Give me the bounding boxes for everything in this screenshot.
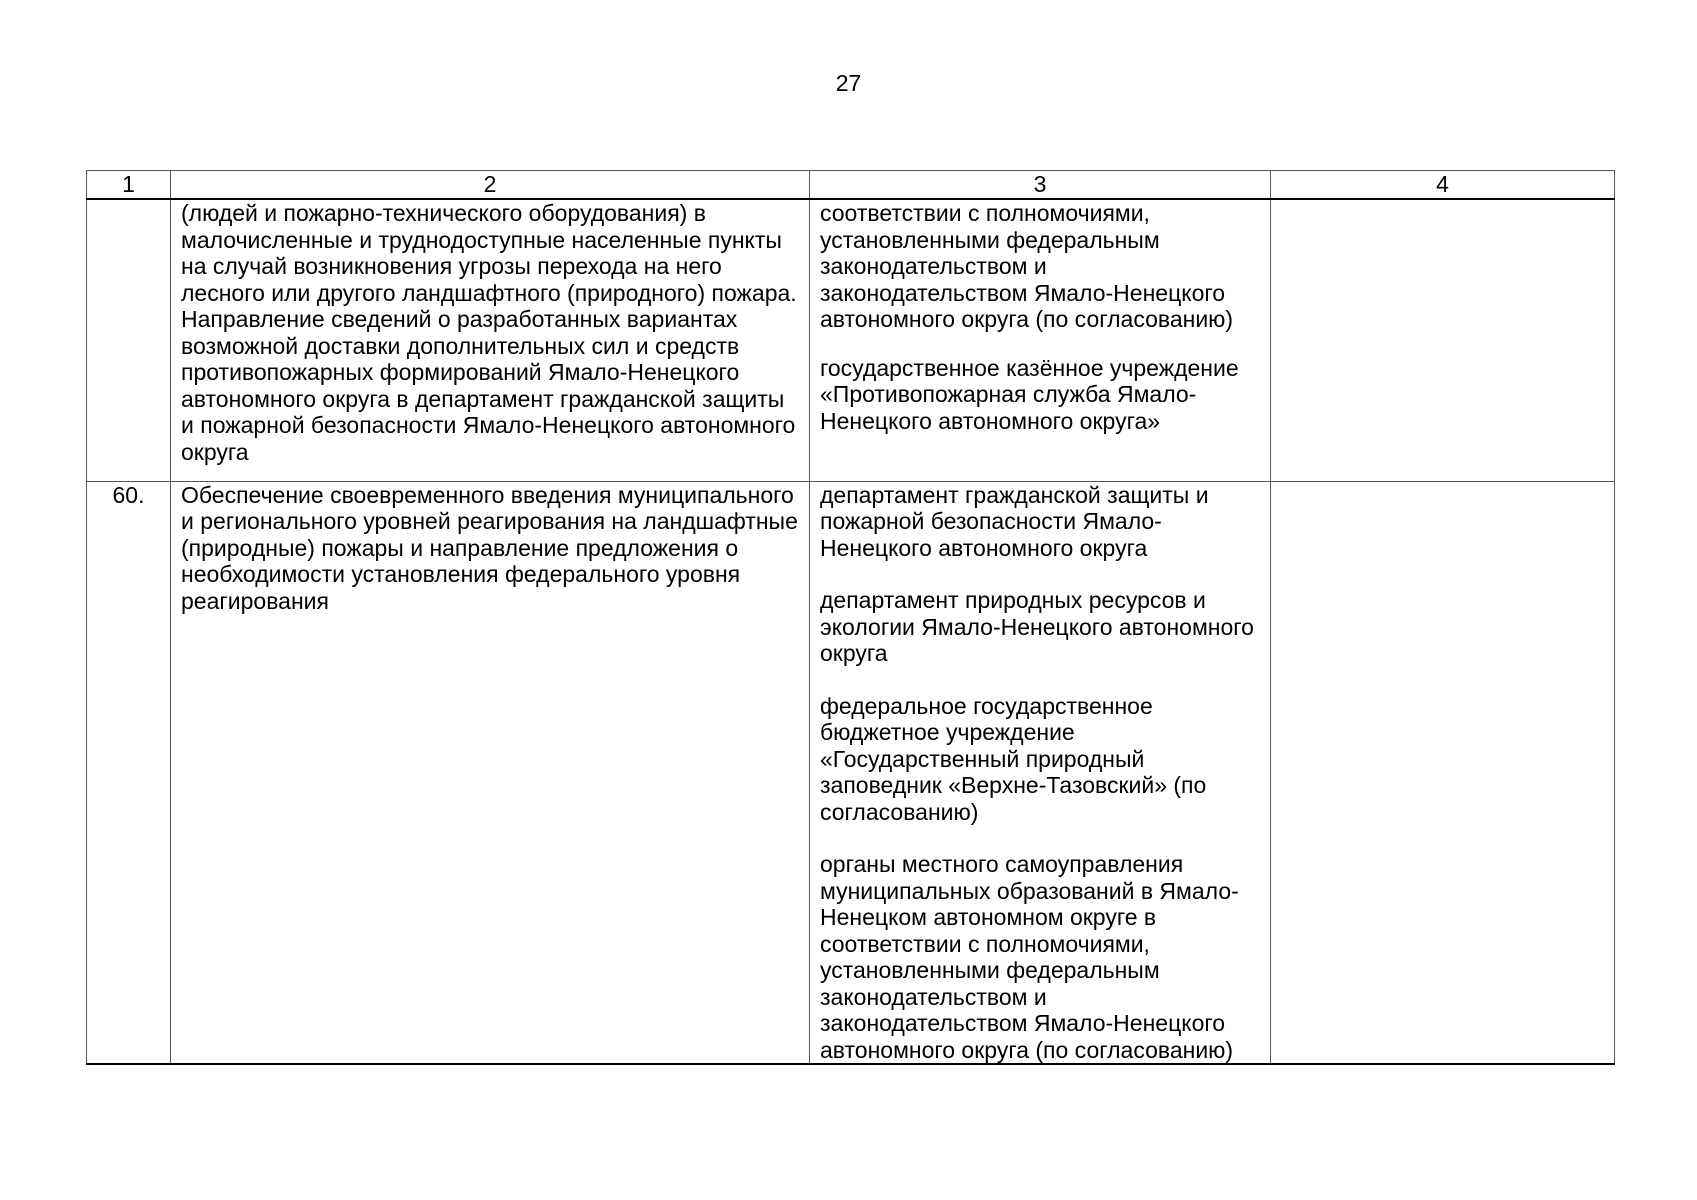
measure-cell: (людей и пожарно-технического оборудования) в малочисленные и труднодоступные населенные пункты на случай возникновения угрозы перехода на него лесного или другого ландшафтного (природного) пожара. Направление сведений о разработанных вариантах возможной доставки дополнительных сил и средств противопожарных формирований Ямало-Ненецкого автономного округа в департамент гражданской защиты и пожарной безопасности Ямало-Ненецкого автономного округа: [171, 199, 810, 481]
deadline-cell: [1271, 199, 1615, 481]
executor-text: государственное казённое учреждение «Противопожарная служба Ямало-Ненецкого автономного округа»: [820, 354, 1239, 434]
executors-cell: [810, 481, 1271, 1064]
column-header-number: 1: [87, 171, 171, 200]
row-number-cell: 60.: [87, 481, 171, 1064]
executor-text: соответствии с полномочиями, установленными федеральным законодательством и законодательством Ямало-Ненецкого автономного округа (по согласованию): [820, 200, 1234, 332]
executor-text: федеральное государственное бюджетное учреждение «Государственный природный заповедник «Верхне-Тазовский» (по согласованию): [820, 692, 1207, 825]
table-row: [87, 199, 1615, 481]
column-header-measure: 2: [171, 171, 810, 200]
executors-cell: [810, 199, 1271, 481]
column-header-deadline: 4: [1271, 171, 1615, 200]
executor-text: департамент природных ресурсов и экологии Ямало-Ненецкого автономного округа: [820, 587, 1254, 666]
table-row: [87, 481, 1615, 1064]
row-number-cell: [87, 199, 171, 481]
table-header: [87, 171, 1615, 200]
table-body: [87, 199, 1615, 1064]
executor-text: департамент гражданской защиты и пожарной безопасности Ямало-Ненецкого автономного округа: [820, 481, 1209, 561]
measure-cell: Обеспечение своевременного введения муниципального и регионального уровней реагирования на ландшафтные (природные) пожары и направление предложения о необходимости установления федерального уровня реагирования: [171, 481, 810, 1064]
column-header-executors: 3: [810, 171, 1271, 200]
page-number: 27: [835, 70, 862, 96]
header-row: [87, 171, 1615, 200]
deadline-cell: [1271, 481, 1615, 1064]
executor-text: органы местного самоуправления муниципальных образований в Ямало-Ненецком автономном округе в соответствии с полномочиями, установленными федеральным законодательством и законодательством Ямало-Ненецкого автономного округа (по согласованию): [820, 851, 1239, 1063]
measures-table: [86, 170, 1615, 1065]
